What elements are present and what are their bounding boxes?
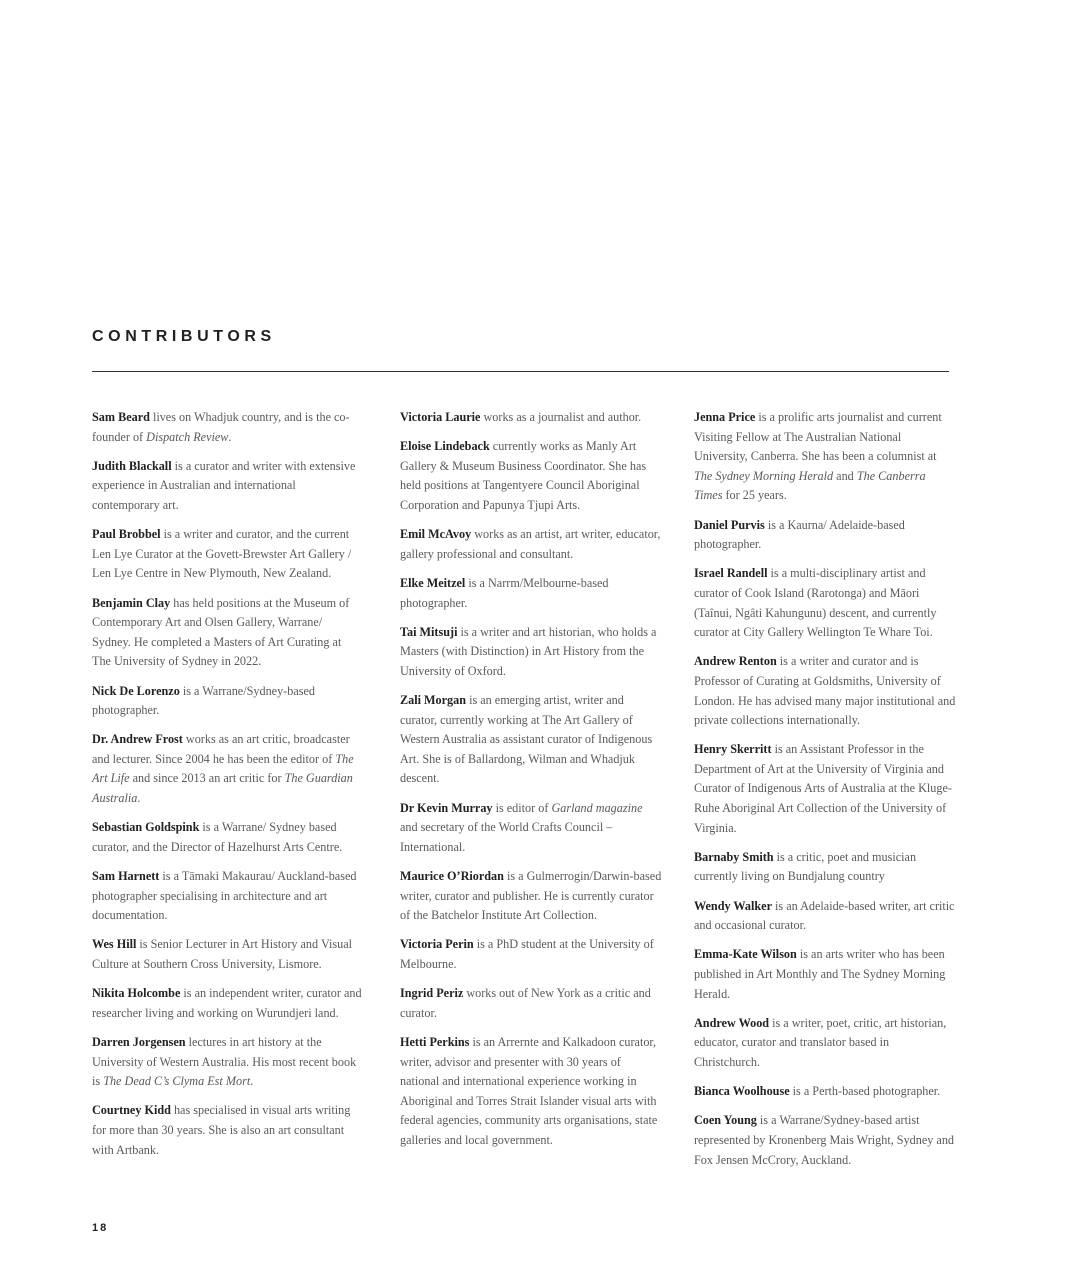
contributor-bio: has held positions at the Museum of Contemporary Art and Olsen Gallery, Warrane/ Sydney. He completed a Masters of Art Curating at The University of Sydney in 2022.: [92, 595, 350, 669]
contributor-bio: and since 2013 an art critic for: [129, 771, 285, 786]
contributor-bio: is a Narrm/Melbourne-based photographer.: [400, 575, 609, 610]
publication-title: Garland magazine: [551, 800, 643, 815]
contributor-name: Emma-Kate Wilson: [694, 947, 797, 962]
contributor-name: Coen Young: [694, 1113, 757, 1128]
contributor-entry: [92, 457, 362, 516]
contributor-bio: has specialised in visual arts writing for more than 30 years. She is also an art consultant with Artbank.: [92, 1103, 351, 1157]
contributor-entry: [694, 516, 956, 555]
contributor-entry: [400, 1033, 662, 1151]
contributor-bio: .: [228, 429, 232, 444]
contributor-name: Jenna Price: [694, 410, 756, 424]
contributor-bio: is an arts writer who has been published in Art Monthly and The Sydney Morning Herald.: [694, 947, 946, 1001]
contributor-name: Sam Harnett: [92, 869, 160, 884]
contributor-name: Andrew Wood: [694, 1015, 770, 1030]
contributor-name: Benjamin Clay: [92, 595, 171, 610]
contributor-bio: is a writer, poet, critic, art historian, educator, curator and translator based in Christchurch.: [694, 1015, 947, 1069]
contributor-name: Bianca Woolhouse: [694, 1084, 790, 1099]
page-number: 18: [92, 1222, 109, 1234]
contributor-entry: [400, 691, 662, 789]
contributor-bio: is a prolific arts journalist and current Visiting Fellow at The Australian National University, Canberra. She has been a columnist at: [694, 410, 942, 464]
contributor-bio: is a Warrane/Sydney-based artist represented by Kronenberg Mais Wright, Sydney and Fox Jensen McCrory, Auckland.: [694, 1113, 955, 1167]
contributor-bio: is a curator and writer with extensive experience in Australian and international contemporary art.: [92, 458, 356, 512]
contributor-name: Daniel Purvis: [694, 517, 765, 532]
contributor-name: Paul Brobbel: [92, 527, 161, 542]
contributor-name: Israel Randell: [694, 566, 768, 581]
title-divider: [92, 371, 949, 372]
contributor-entry: [92, 682, 362, 721]
contributors-column-1: [92, 408, 362, 1170]
contributor-name: Hetti Perkins: [400, 1034, 470, 1049]
contributor-bio: is a Gulmerrogin/Darwin-based writer, curator and publisher. He is currently curator of the Batchelor Institute Art Collection.: [400, 869, 662, 923]
contributor-bio: is an Arrernte and Kalkadoon curator, writer, advisor and presenter with 30 years of national and international experience working in Aboriginal and Torres Strait Islander visual arts with federal agencies, community arts organisations, state galleries and local government.: [400, 1034, 658, 1147]
contributor-entry: [92, 408, 362, 447]
contributor-bio: lectures in art history at the University of Western Australia. His most recent book is: [92, 1034, 357, 1089]
page-title: CONTRIBUTORS: [92, 328, 276, 345]
contributor-entry: [400, 984, 662, 1023]
contributor-entry: [694, 897, 956, 936]
contributor-entry: [92, 818, 362, 857]
contributor-entry: [400, 799, 662, 858]
contributor-name: Barnaby Smith: [694, 849, 774, 864]
publication-title: The Art Life: [92, 751, 354, 786]
contributor-bio: is a Perth-based photographer.: [789, 1084, 941, 1099]
contributor-name: Wendy Walker: [694, 898, 772, 913]
publication-title: The Canberra Times: [694, 468, 926, 503]
contributor-bio: is a multi-disciplinary artist and curator of Cook Island (Rarotonga) and Māori (Taînui, Ngâti Kahungunu) descent, and currently curator at City Gallery Wellington Te Whare Toi.: [694, 566, 937, 640]
contributor-entry: [92, 525, 362, 584]
contributors-column-2: [400, 408, 662, 1160]
contributor-bio: works as a journalist and author.: [480, 410, 642, 424]
contributor-bio: currently works as Manly Art Gallery & Museum Business Coordinator. She has held positions at Tangentyere Council Aboriginal Corporation and Papunya Tjupi Arts.: [400, 439, 647, 512]
contributor-entry: [92, 935, 362, 974]
contributor-bio: is a writer and art historian, who holds a Masters (with Distinction) in Art History from the University of Oxford.: [400, 624, 657, 678]
contributor-entry: [400, 574, 662, 613]
contributor-name: Nick De Lorenzo: [92, 683, 180, 698]
contributor-entry: [694, 564, 956, 642]
contributor-entry: [92, 594, 362, 672]
contributor-bio: is a critic, poet and musician currently living on Bundjalung country: [694, 849, 917, 884]
contributor-name: Maurice O’Riordan: [400, 869, 504, 884]
publication-title: The Sydney Morning Herald: [694, 468, 834, 483]
contributor-bio: is a writer and curator and is Professor of Curating at Goldsmiths, University of London. He has advised many major institutional and private collections internationally.: [694, 654, 956, 728]
contributor-entry: [400, 525, 662, 564]
contributor-entry: [92, 730, 362, 808]
contributor-entry: [694, 848, 956, 887]
contributor-entry: [694, 1111, 956, 1170]
contributor-entry: [400, 437, 662, 515]
contributor-entry: [400, 935, 662, 974]
contributor-entry: [400, 623, 662, 682]
contributor-bio: is an Adelaide-based writer, art critic and occasional curator.: [694, 898, 955, 933]
contributor-name: Nikita Holcombe: [92, 986, 181, 1001]
contributor-bio: is a Tāmaki Makaurau/ Auckland-based photographer specialising in architecture and art documentation.: [92, 869, 357, 923]
contributor-entry: [92, 984, 362, 1023]
contributor-bio: is a writer and curator, and the current Len Lye Curator at the Govett-Brewster Art Gallery / Len Lye Centre in New Plymouth, New Zealand.: [92, 527, 352, 581]
contributor-bio: for 25 years.: [722, 488, 787, 503]
contributor-bio: is a Warrane/ Sydney based curator, and the Director of Hazelhurst Arts Centre.: [92, 820, 343, 854]
contributor-entry: [694, 1082, 956, 1102]
contributor-name: Sebastian Goldspink: [92, 820, 200, 835]
contributor-bio: is an emerging artist, writer and curator, currently working at The Art Gallery of Western Australia as assistant curator of Indigenous Art. She is of Ballardong, Wilman and Whadjuk descent.: [400, 693, 653, 786]
contributor-bio: is Senior Lecturer in Art History and Visual Culture at Southern Cross University, Lismore.: [92, 937, 353, 971]
contributor-name: Ingrid Periz: [400, 986, 464, 1001]
contributor-name: Elke Meitzel: [400, 575, 466, 590]
contributor-bio: is a PhD student at the University of Melbourne.: [400, 937, 654, 971]
contributor-entry: [92, 1033, 362, 1092]
contributor-entry: [694, 1014, 956, 1073]
contributor-name: Sam Beard: [92, 410, 150, 424]
contributor-name: Zali Morgan: [400, 693, 467, 708]
contributor-bio: is a Warrane/Sydney-based photographer.: [92, 683, 315, 718]
contributor-bio: is a Kaurna/ Adelaide-based photographer.: [694, 517, 905, 552]
contributor-name: Victoria Laurie: [400, 410, 481, 424]
contributor-name: Courtney Kidd: [92, 1103, 171, 1118]
contributor-bio: is editor of: [492, 800, 552, 815]
contributor-bio: is an independent writer, curator and researcher living and working on Wurundjeri land.: [92, 986, 362, 1020]
contributor-bio: and: [833, 468, 857, 483]
contributor-name: Eloise Lindeback: [400, 439, 490, 454]
contributor-name: Henry Skerritt: [694, 742, 772, 757]
contributor-name: Andrew Renton: [694, 654, 777, 669]
contributor-entry: [694, 652, 956, 730]
contributor-name: Dr. Andrew Frost: [92, 732, 183, 747]
contributor-bio: works as an art critic, broadcaster and lecturer. Since 2004 he has been the editor of: [92, 732, 350, 766]
publication-title: The Guardian Australia: [92, 771, 353, 806]
contributor-bio: .: [137, 791, 141, 806]
contributor-entry: [694, 740, 956, 838]
contributor-bio: .: [250, 1074, 254, 1089]
contributor-name: Wes Hill: [92, 937, 137, 952]
contributor-entry: [400, 867, 662, 926]
contributor-name: Victoria Perin: [400, 937, 474, 952]
contributor-name: Darren Jorgensen: [92, 1034, 186, 1049]
contributor-entry: [694, 408, 956, 506]
contributor-entry: [92, 1101, 362, 1160]
contributor-entry: [92, 867, 362, 926]
contributor-entry: [400, 408, 662, 428]
contributor-name: Judith Blackall: [92, 458, 172, 473]
contributor-name: Emil McAvoy: [400, 527, 472, 542]
contributor-entry: [694, 945, 956, 1004]
contributor-bio: and secretary of the World Crafts Council – International.: [400, 820, 613, 854]
contributor-bio: is an Assistant Professor in the Department of Art at the University of Virginia and Curator of Indigenous Arts of Australia at the Kluge-Ruhe Aboriginal Art Collection of the University of Virginia.: [694, 742, 952, 835]
contributor-bio: lives on Whadjuk country, and is the co-founder of: [92, 410, 350, 444]
contributor-bio: works out of New York as a critic and curator.: [400, 986, 651, 1020]
contributor-name: Tai Mitsuji: [400, 624, 458, 639]
contributor-name: Dr Kevin Murray: [400, 800, 493, 815]
publication-title: The Dead C’s Clyma Est Mort: [103, 1074, 251, 1089]
contributors-column-3: [694, 408, 956, 1180]
contributor-bio: works as an artist, art writer, educator, gallery professional and consultant.: [400, 527, 661, 561]
publication-title: Dispatch Review: [146, 429, 229, 444]
